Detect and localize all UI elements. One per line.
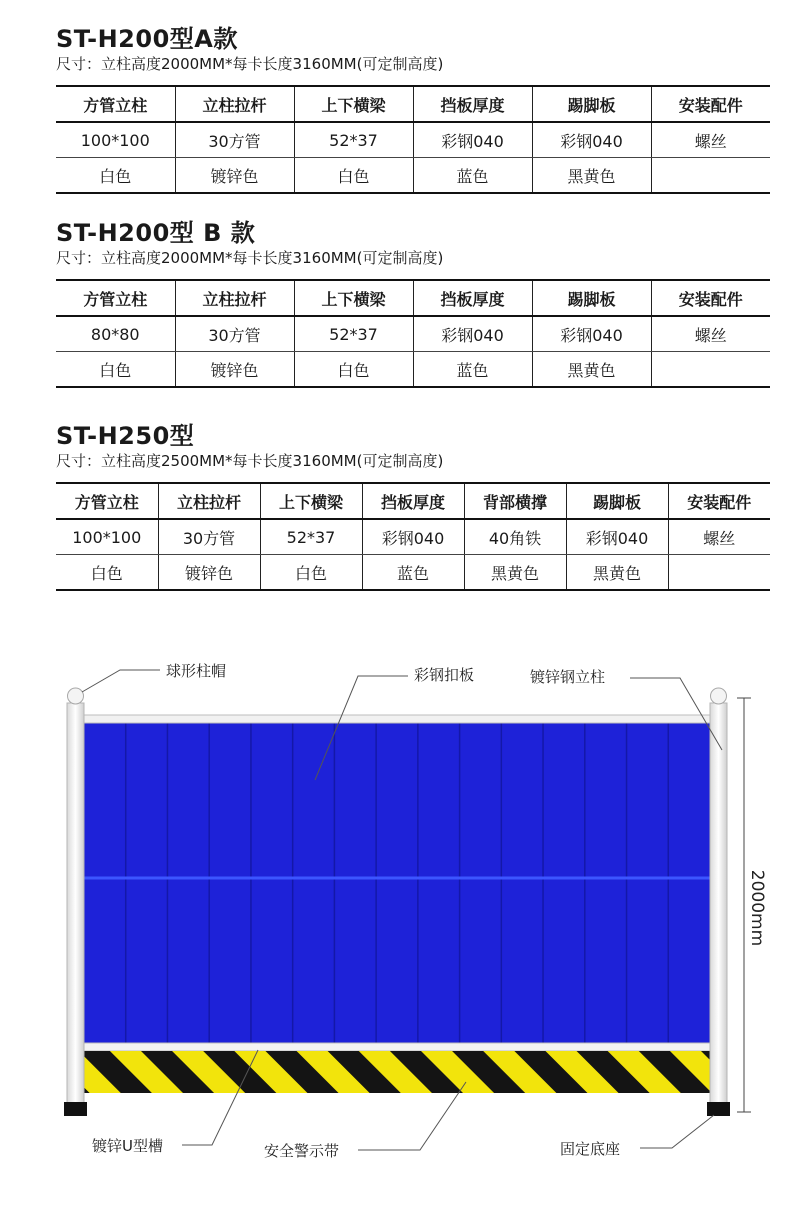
table-header-cell: 方管立柱 bbox=[56, 86, 175, 122]
table-cell: 白色 bbox=[294, 352, 413, 388]
section-subtitle: 尺寸：立柱高度2500MM*每卡长度3160MM(可定制高度) bbox=[56, 452, 444, 470]
warning-tape bbox=[84, 1051, 710, 1093]
table-cell: 镀锌色 bbox=[158, 555, 260, 591]
table-header-row bbox=[56, 280, 770, 316]
table-row bbox=[56, 158, 770, 194]
label-galvanized-post: 镀锌钢立柱 bbox=[530, 668, 606, 686]
top-beam bbox=[84, 715, 710, 723]
table-cell: 白色 bbox=[260, 555, 362, 591]
table-header-cell: 方管立柱 bbox=[56, 483, 158, 519]
table-cell: 40角铁 bbox=[464, 519, 566, 555]
table-header-cell: 立柱拉杆 bbox=[175, 280, 294, 316]
table-header-cell: 挡板厚度 bbox=[413, 86, 532, 122]
table-cell: 80*80 bbox=[56, 316, 175, 352]
table-header-cell: 安装配件 bbox=[651, 86, 770, 122]
table-cell: 彩钢040 bbox=[362, 519, 464, 555]
table-cell: 蓝色 bbox=[413, 352, 532, 388]
table-cell: 彩钢040 bbox=[566, 519, 668, 555]
spec-table-c bbox=[56, 482, 770, 591]
table-cell: 黑黄色 bbox=[532, 352, 651, 388]
table-cell: 30方管 bbox=[175, 316, 294, 352]
table-cell: 彩钢040 bbox=[532, 122, 651, 158]
table-cell bbox=[651, 352, 770, 388]
table-cell: 白色 bbox=[56, 555, 158, 591]
table-cell: 白色 bbox=[56, 352, 175, 388]
table-header-cell: 踢脚板 bbox=[532, 280, 651, 316]
label-post-cap: 球形柱帽 bbox=[166, 662, 227, 680]
table-header-cell: 挡板厚度 bbox=[362, 483, 464, 519]
label-u-channel: 镀锌U型槽 bbox=[92, 1137, 163, 1155]
table-header-cell: 踢脚板 bbox=[566, 483, 668, 519]
table-header-cell: 上下横梁 bbox=[260, 483, 362, 519]
table-cell: 100*100 bbox=[56, 519, 158, 555]
table-cell: 镀锌色 bbox=[175, 158, 294, 194]
section-subtitle: 尺寸：立柱高度2000MM*每卡长度3160MM(可定制高度) bbox=[56, 55, 444, 73]
right-base bbox=[707, 1102, 730, 1116]
section-subtitle: 尺寸：立柱高度2000MM*每卡长度3160MM(可定制高度) bbox=[56, 249, 444, 267]
table-cell: 彩钢040 bbox=[413, 122, 532, 158]
table-row bbox=[56, 555, 770, 591]
table-row bbox=[56, 352, 770, 388]
spec-table-a bbox=[56, 85, 770, 194]
table-cell: 52*37 bbox=[294, 316, 413, 352]
steel-panel bbox=[84, 723, 710, 1043]
table-cell: 蓝色 bbox=[413, 158, 532, 194]
left-ball-cap bbox=[68, 688, 84, 704]
table-row bbox=[56, 316, 770, 352]
dimension-label: 2000mm bbox=[747, 869, 767, 947]
label-warning-tape: 安全警示带 bbox=[264, 1142, 340, 1160]
table-cell: 螺丝 bbox=[651, 316, 770, 352]
table-cell: 螺丝 bbox=[668, 519, 770, 555]
right-ball-cap bbox=[711, 688, 727, 704]
label-steel-panel: 彩钢扣板 bbox=[414, 666, 475, 684]
table-cell: 白色 bbox=[294, 158, 413, 194]
table-cell: 30方管 bbox=[175, 122, 294, 158]
table-cell: 螺丝 bbox=[651, 122, 770, 158]
table-header-cell: 立柱拉杆 bbox=[175, 86, 294, 122]
section-b-header bbox=[56, 218, 443, 268]
table-cell: 100*100 bbox=[56, 122, 175, 158]
table-cell: 黑黄色 bbox=[532, 158, 651, 194]
table-header-cell: 方管立柱 bbox=[56, 280, 175, 316]
table-cell bbox=[651, 158, 770, 194]
right-post bbox=[710, 703, 727, 1103]
spec-table-b bbox=[56, 279, 770, 388]
table-header-row bbox=[56, 86, 770, 122]
leader-post-cap bbox=[82, 670, 160, 692]
table-row bbox=[56, 122, 770, 158]
fence-diagram bbox=[0, 630, 800, 1213]
table-cell bbox=[668, 555, 770, 591]
section-title: ST-H200型 B 款 bbox=[56, 219, 256, 247]
table-header-row bbox=[56, 483, 770, 519]
table-cell: 镀锌色 bbox=[175, 352, 294, 388]
table-cell: 黑黄色 bbox=[566, 555, 668, 591]
label-fixed-base: 固定底座 bbox=[560, 1140, 621, 1158]
u-channel bbox=[84, 1043, 710, 1051]
fence-diagram-svg bbox=[0, 630, 800, 1213]
section-title: ST-H200型A款 bbox=[56, 25, 238, 53]
table-header-cell: 立柱拉杆 bbox=[158, 483, 260, 519]
table-cell: 30方管 bbox=[158, 519, 260, 555]
table-header-cell: 安装配件 bbox=[668, 483, 770, 519]
section-a-header bbox=[56, 24, 443, 74]
table-header-cell: 挡板厚度 bbox=[413, 280, 532, 316]
table-cell: 彩钢040 bbox=[532, 316, 651, 352]
table-header-cell: 上下横梁 bbox=[294, 280, 413, 316]
leader-fixed-base bbox=[640, 1115, 714, 1148]
table-cell: 白色 bbox=[56, 158, 175, 194]
table-header-cell: 安装配件 bbox=[651, 280, 770, 316]
table-cell: 蓝色 bbox=[362, 555, 464, 591]
left-base bbox=[64, 1102, 87, 1116]
table-cell: 52*37 bbox=[260, 519, 362, 555]
table-cell: 52*37 bbox=[294, 122, 413, 158]
table-header-cell: 背部横撑 bbox=[464, 483, 566, 519]
table-cell: 黑黄色 bbox=[464, 555, 566, 591]
section-c-header bbox=[56, 421, 443, 471]
table-header-cell: 踢脚板 bbox=[532, 86, 651, 122]
table-cell: 彩钢040 bbox=[413, 316, 532, 352]
section-title: ST-H250型 bbox=[56, 422, 195, 450]
table-row bbox=[56, 519, 770, 555]
table-header-cell: 上下横梁 bbox=[294, 86, 413, 122]
left-post bbox=[67, 703, 84, 1103]
